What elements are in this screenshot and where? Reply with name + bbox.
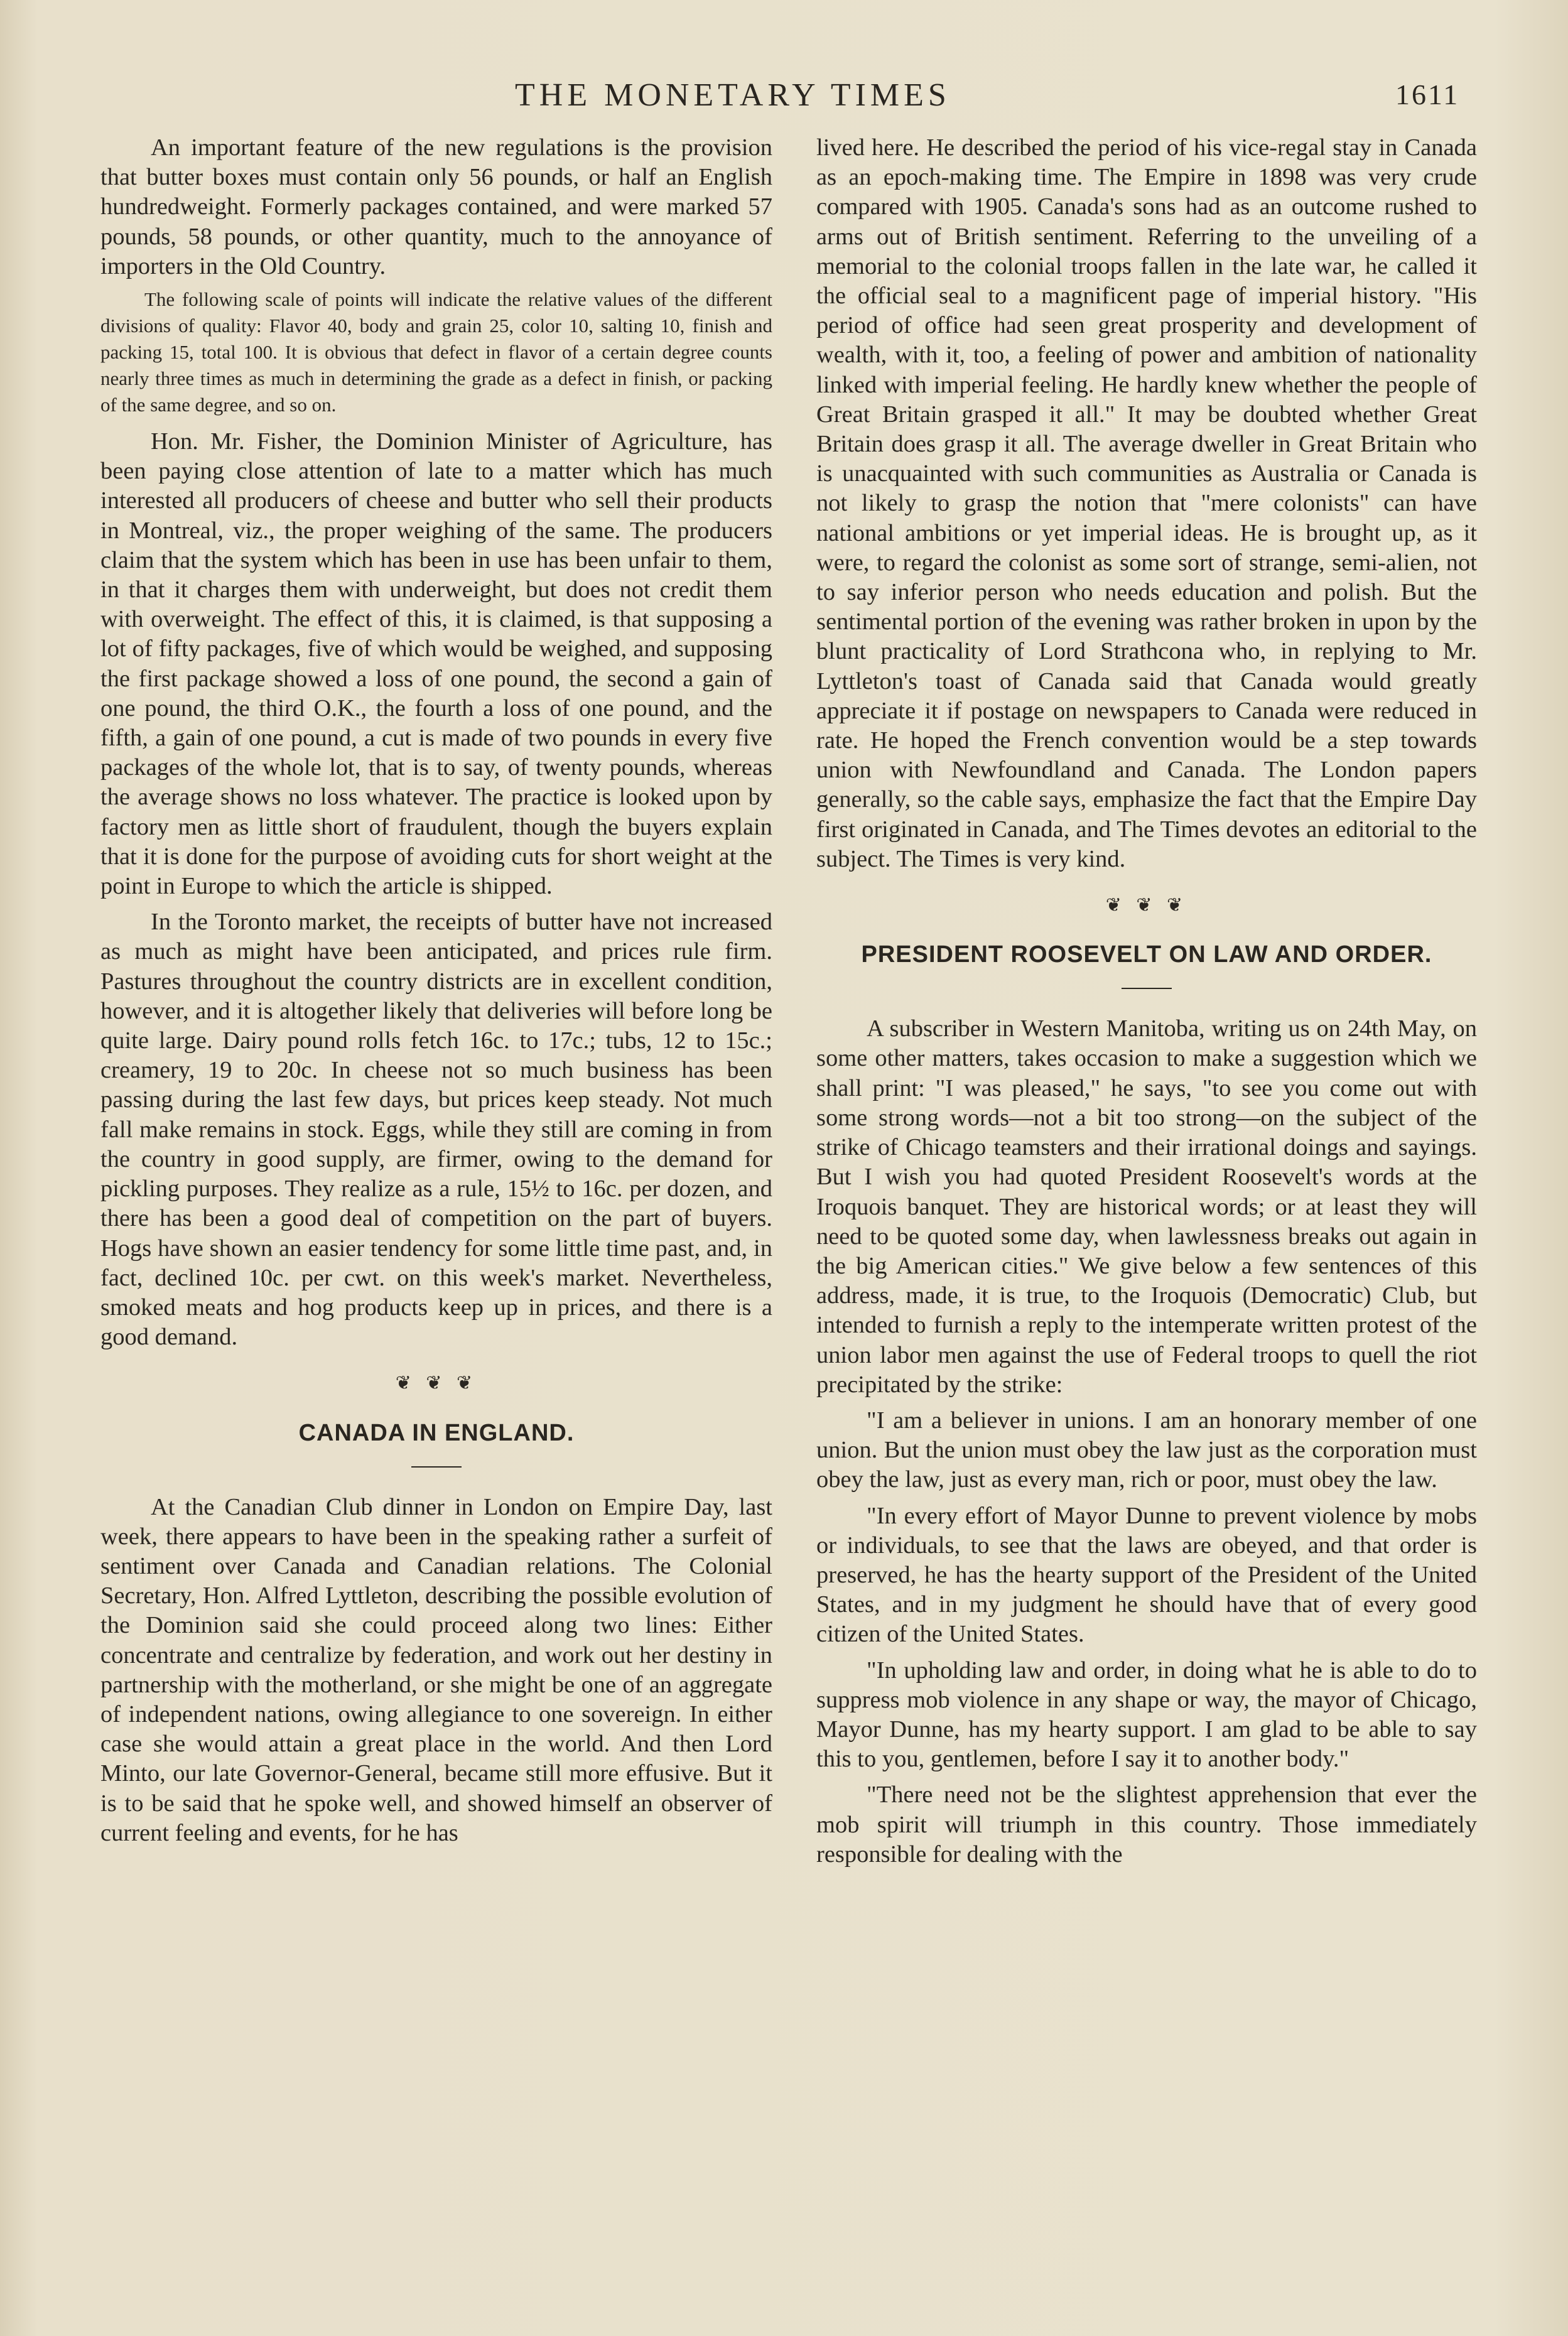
page-header [0,70,1568,121]
right-column [816,133,1477,1869]
canada-in-england-heading: CANADA IN ENGLAND. [298,1419,575,1446]
heading-rule [411,1466,462,1468]
toronto-market-paragraph: In the Toronto market, the receipts of butter have not increased as much as might have been anticipated, and prices rule firm. Pastures throughout the country districts are in excellent condition, however, and it is altogether likely that deliveries will before long be quite large. Dairy pound rolls fetch 16c. to 17c.; tubs, 12 to 15c.; creamery, 19 to 20c. In cheese not so much business has been passing during the last few days, but prices keep steady. Not much fall make remains in stock. Eggs, while they still are coming in from the country in good supply, are firmer, owing to the demand for pickling purposes. They realize as a rule, 15½ to 16c. per dozen, and there has been a good deal of competition on the part of buyers. Hogs have shown an easier tendency for some little time past, and, in fact, declined 10c. per cwt. on this week's market. Nevertheless, smoked meats and hog products keep up in prices, and there is a good demand. [100,909,772,1351]
quote-law-order-paragraph: "In upholding law and order, in doing what he is able to do to suppress mob violence in any shape or way, the mayor of Chicago, Mayor Dunne, has my hearty support. I am glad to be able to say this to you, gentlemen, before I say it to another body." [816,1657,1477,1773]
heading-rule [1122,988,1172,989]
manitoba-subscriber-paragraph: A subscriber in Western Manitoba, writing us on 24th May, on some other matters, takes occasion to make a suggestion which we shall print: "I was pleased," he says, "to see you come out with some strong words—not a bit too strong—on the subject of the strike of Chicago teamsters and their irrational doings and sayings. But I wish you had quoted President Roosevelt's words at the Iroquois banquet. They are historical words; or at least they will need to be quoted some day, when lawlessness breaks out again in the big American cities." We give below a few sentences of this address, made, it is true, to the Iroquois (Democratic) Club, but intended to furnish a reply to the intemperate written protest of the union labor men against the use of Federal troops to quell the riot precipitated by the strike: [816,1015,1477,1398]
butter-boxes-paragraph: An important feature of the new regulations is the provision that butter boxes must contain only 56 pounds, or half an English hundredweight. Formerly packages contained, and were marked 57 pounds, 58 pounds, or other quantity, much to the annoyance of importers in the Old Country. [100,134,772,279]
scale-of-points-paragraph: The following scale of points will indicate the relative values of the different divisions of quality: Flavor 40, body and grain 25, color 10, salting 10, finish and packing 15, total 100. It is obvious that defect in flavor of a certain degree counts nearly three times as much in determining the grade as a defect in finish, or packing of the same degree, and so on. [100,288,772,416]
fisher-weighing-paragraph: Hon. Mr. Fisher, the Dominion Minister of Agriculture, has been paying close attention of late to a matter which has much interested all producers of cheese and butter who sell their products in Montreal, viz., the proper weighing of the same. The producers claim that the system which has been in use has been unfair to them, in that it charges them with underweight, but does not credit them with overweight. The effect of this, it is claimed, is that supposing a lot of fifty packages, five of which would be weighed, and supposing the first package showed a loss of one pound, the second a gain of one pound, the third O.K., the fourth a loss of one pound, and the fifth, a gain of one pound, a cut is made of two pounds in every five packages of the whole lot, that is to say, of twenty pounds, whereas the average shows no loss whatever. The practice is looked upon by factory men as little short of fraudulent, though the buyers explain that it is done for the purpose of avoiding cuts for short weight at the point in Europe to which the article is shipped. [100,428,772,900]
minto-continuation-paragraph: lived here. He described the period of his vice-regal stay in Canada as an epoch-making time. The Empire in 1898 was very crude compared with 1905. Canada's sons had as an outcome rushed to arms out of British sentiment. Referring to the unveiling of a memorial to the colonial troops fallen in the late war, he called it the official seal to a magnificent page of imperial history. "His period of office had seen great prosperity and development of wealth, with it, too, a feeling of power and ambition of nationality linked with imperial feeling. He hardly knew whether the people of Great Britain grasped it all." It may be doubted whether Great Britain does grasp it all. The average dweller in Great Britain who is unacquainted with such communities as Australia or Canada is not likely to grasp the notion that "mere colonists" can have national ambitions or yet imperial ideas. He is brought up, as it were, to regard the colonist as some sort of strange, semi-alien, not to say inferior person who needs education and polish. But the sentimental portion of the evening was rather broken in upon by the blunt practicality of Lord Strathcona who, in replying to Mr. Lyttleton's toast of Canada said that Canada would greatly appreciate it if postage on newspapers to Canada were reduced in rate. He hoped the French convention would be a step towards union with Newfoundland and Canada. The London papers generally, so the cable says, emphasize the fact that the Empire Day first originated in Canada, and The Times devotes an editorial to the subject. The Times is very kind. [816,134,1477,872]
left-column [100,133,772,1848]
masthead-title: THE MONETARY TIMES [515,77,951,113]
page-number: 1611 [1395,78,1460,111]
section-ornament: ❦ ❦ ❦ [395,1373,478,1394]
quote-unions-paragraph: "I am a believer in unions. I am an honorary member of one union. But the union must obey the law just as the corporation must obey the law, just as every man, rich or poor, must obey the law. [816,1407,1477,1493]
roosevelt-heading: PRESIDENT ROOSEVELT ON LAW AND ORDER. [861,941,1432,968]
quote-mob-spirit-paragraph: "There need not be the slightest apprehension that ever the mob spirit will triumph in this country. Those immediately responsible for dealing with the [816,1782,1477,1868]
canadian-club-paragraph: At the Canadian Club dinner in London on Empire Day, last week, there appears to have been in the speaking rather a surfeit of sentiment over Canada and Canadian relations. The Colonial Secretary, Hon. Alfred Lyttleton, describing the possible evolution of the Dominion said she could proceed along two lines: Either concentrate and centralize by federation, and work out her destiny in partnership with the motherland, or she might be one of an aggregate of independent nations, owing allegiance to one sovereign. In either case she would attain a great place in the world. And then Lord Minto, our late Governor-General, became still more effusive. But it is to be said that he spoke well, and showed himself an observer of current feeling and events, for he has [100,1493,772,1846]
section-ornament: ❦ ❦ ❦ [1105,895,1188,916]
quote-dunne-paragraph: "In every effort of Mayor Dunne to prevent violence by mobs or individuals, to see that the laws are obeyed, and that order is preserved, he has the hearty support of the President of the United States, and in my judgment he should have that of every good citizen of the United States. [816,1502,1477,1648]
